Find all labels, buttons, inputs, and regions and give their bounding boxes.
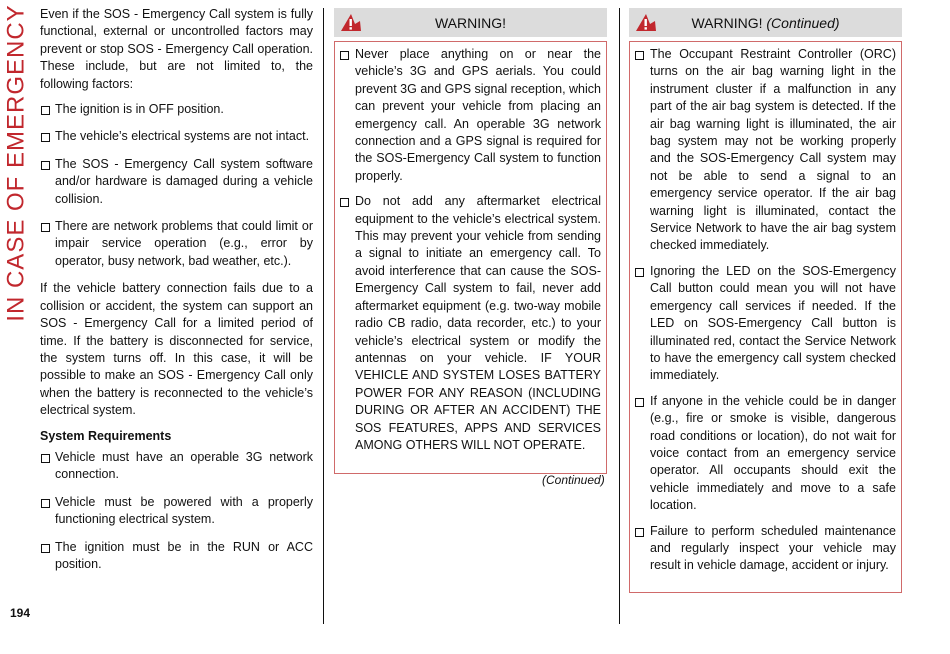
list-item: Vehicle must have an operable 3G network connection. [40,449,313,484]
list-item: If anyone in the vehicle could be in danger (e.g., fire or smoke is visible, dangerous road conditions or location), do not wait for voice contact from an emergency service operator. All occupants should exit the vehicle immediately and move to a safe location. [635,393,896,515]
list-item: Vehicle must be powered with a properly functioning electrical system. [40,494,313,529]
warning-title: WARNING! [434,14,507,31]
requirements-heading: System Requirements [40,428,172,443]
list-item: Failure to perform scheduled maintenance and regularly inspect your vehicle may result in vehicle damage, accident or injury. [635,523,896,575]
intro-paragraph: Even if the SOS - Emergency Call system is fully functional, external or uncontrolled factors may prevent or stop SOS - Emergency Call operation. These include, but are not limited to, the following factors: [40,7,313,91]
column-divider [619,8,620,624]
requirements-list [40,449,313,573]
section-title-text: IN CASE OF EMERGENCY [3,4,30,322]
warning-box [629,41,902,593]
warning-title-suffix: (Continued) [766,14,840,31]
factor-list [40,101,313,270]
warning-header [334,8,607,37]
warning-box [334,41,607,474]
list-item: Never place anything on or near the vehicle’s 3G and GPS aerials. You could prevent 3G and GPS signal reception, which can prevent your vehicle from placing an emergency call. An operable 3G network connection and a GPS signal is required for the SOS-Emergency Call system to function properly. [340,46,601,185]
list-item: Ignoring the LED on the SOS-Emergency Call button could mean you will not have emergency call services if needed. If the LED on SOS-Emergency Call button is illuminated red, contact the Service Network to have the emergency call system checked immediately. [635,263,896,385]
list-item: Do not add any aftermarket electrical equipment to the vehicle’s electrical system. This may prevent your vehicle from sending a signal to initiate an emergency call. To avoid interference that can cause the SOS-Emergency Call system to fail, never add aftermarket equipment (e.g. two-way mobile radio CB radio, data recorder, etc.) to your vehicle’s electrical system or modify the antennas on your vehicle. IF YOUR VEHICLE AND SYSTEM LOSES BATTERY POWER FOR ANY REASON (INCLUDING DURING OR AFTER AN ACCIDENT) THE SOS FEATURES, APPS AND SERVICES AMONG OTHERS WILL NOT OPERATE. [340,193,601,454]
section-title [2,4,32,322]
warning-list [340,46,601,454]
battery-paragraph: If the vehicle battery connection fails due to a collision or accident, the system can support an SOS - Emergency Call for a limited period of time. If the battery is disconnected for service, the system turns off. In this case, it will be possible to make an SOS - Emergency Call only when the battery is reconnected to the vehicle’s electrical system. [40,281,313,418]
column-divider [323,8,324,624]
warning-triangle-icon [338,11,364,36]
list-item: The Occupant Restraint Controller (ORC) turns on the air bag warning light in the instrument cluster if a malfunction in any part of the air bag system is detected. If the air bag warning light is illuminated, the air bag system may not be working properly and the SOS-Emergency Call system may not be able to send a signal to an emergency service operator. If the air bag warning light is illuminated, contact the Service Network to have the air bag system checked immediately. [635,46,896,255]
list-item: The ignition must be in the RUN or ACC position. [40,539,313,574]
list-item: The SOS - Emergency Call system software and/or hardware is damaged during a vehicle collision. [40,156,313,208]
warning-triangle-icon [633,11,659,36]
list-item: There are network problems that could limit or impair service operation (e.g., error by operator, busy network, bad weather, etc.). [40,218,313,270]
list-item: The ignition is in OFF position. [40,101,313,118]
warning-title: WARNING! [691,14,763,31]
column-left [40,6,313,583]
continued-note: (Continued) [542,473,605,487]
warning-header [629,8,902,37]
warning-list [635,46,896,575]
list-item: The vehicle’s electrical systems are not intact. [40,128,313,145]
page-number: 194 [10,606,31,620]
